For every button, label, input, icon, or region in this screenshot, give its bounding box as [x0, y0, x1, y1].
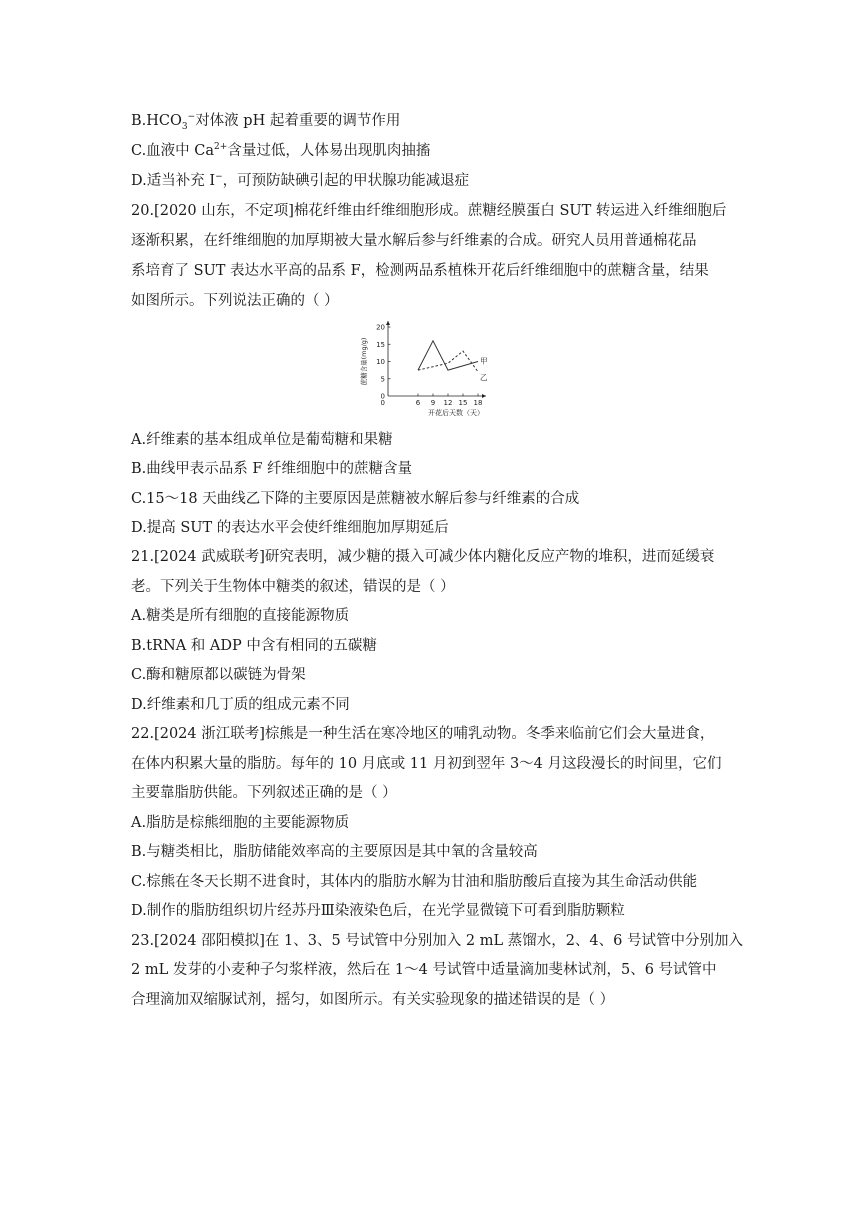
y-axis-arrow	[386, 321, 390, 325]
option-20b: B.曲线甲表示品系 F 纤维细胞中的蔗糖含量	[131, 461, 413, 477]
text-segment: ，可预防缺碘引起的甲状腺功能减退症	[222, 173, 470, 189]
y-tick-label: 15	[376, 340, 385, 349]
text-segment: B.HCO	[131, 113, 182, 129]
x-tick-label: 18	[473, 399, 483, 407]
x-tick-label: 15	[458, 399, 468, 407]
question-21-stem: 21.[2024 武威联考]研究表明，减少糖的摄入可减少体内糖化反应产物的堆积，进而延缓衰	[131, 549, 715, 565]
option-22d: D.制作的脂肪组织切片经苏丹Ⅲ染液染色后，在光学显微镜下可看到脂肪颗粒	[131, 903, 625, 919]
superscript: −	[215, 172, 223, 183]
option-19b	[131, 111, 400, 131]
option-21d: D.纤维素和几丁质的组成元素不同	[131, 697, 350, 713]
question-20-stem: 如图所示。下列说法正确的（ ）	[131, 293, 339, 309]
text-segment: 含量过低，人体易出现肌肉抽搐	[227, 143, 431, 159]
question-21-stem: 老。下列关于生物体中糖类的叙述，错误的是（ ）	[131, 579, 455, 595]
option-22a: A.脂肪是棕熊细胞的主要能源物质	[131, 815, 350, 831]
option-19d	[131, 171, 469, 191]
x-tick-label: 12	[443, 399, 453, 407]
series-line-2	[418, 351, 478, 372]
option-21b: B.tRNA 和 ADP 中含有相同的五碳糖	[131, 638, 377, 654]
series-label-2: 乙	[480, 372, 488, 382]
option-22b: B.与糖类相比，脂肪储能效率高的主要原因是其中氧的含量较高	[131, 844, 538, 860]
question-22-stem: 22.[2024 浙江联考]棕熊是一种生活在寒冷地区的哺乳动物。冬季来临前它们会大量进食，	[131, 726, 715, 742]
x-axis-label: 开花后天数（天）	[428, 409, 484, 417]
sucrose-chart	[352, 320, 508, 424]
option-20d: D.提高 SUT 的表达水平会使纤维细胞加厚期延后	[131, 520, 449, 536]
option-22c: C.棕熊在冬天长期不进食时，其体内的脂肪水解为甘油和脂肪酸后直接为其生命活动供能	[131, 874, 698, 890]
text-segment: 对体液 pH 起着重要的调节作用	[195, 113, 401, 129]
series-label-1: 甲	[480, 356, 488, 366]
y-tick-label: 0	[380, 392, 385, 401]
option-21c: C.酶和糖原都以碳链为骨架	[131, 667, 306, 683]
y-axis-label: 蔗糖含量(mg/g)	[360, 337, 368, 386]
subscript: 3	[181, 121, 188, 132]
y-tick-label: 20	[376, 323, 385, 332]
series-line-1	[418, 341, 478, 370]
question-20-stem: 20.[2020 山东，不定项]棉花纤维由纤维细胞形成。蔗糖经膜蛋白 SUT 转运进入纤维细胞后	[131, 203, 727, 219]
question-23-stem: 2 mL 发芽的小麦种子匀浆样液，然后在 1～4 号试管中适量滴加斐林试剂，5、6 号试管中	[131, 962, 717, 978]
superscript: −	[187, 112, 196, 123]
question-20-stem: 逐渐积累，在纤维细胞的加厚期被大量水解后参与纤维素的合成。研究人员用普通棉花品	[131, 233, 697, 249]
question-23-stem: 合理滴加双缩脲试剂，摇匀，如图所示。有关实验现象的描述错误的是（ ）	[131, 992, 615, 1008]
x-axis-arrow	[482, 394, 486, 398]
option-20c: C.15～18 天曲线乙下降的主要原因是蔗糖被水解后参与纤维素的合成	[131, 491, 580, 507]
x-tick-label: 9	[430, 399, 436, 407]
option-19c	[131, 141, 430, 161]
superscript: 2+	[214, 142, 228, 153]
question-22-stem: 主要靠脂肪供能。下列叙述正确的是（ ）	[131, 785, 397, 801]
text-segment: C.血液中 Ca	[131, 143, 215, 159]
question-22-stem: 在体内积累大量的脂肪。每年的 10 月底或 11 月初到翌年 3～4 月这段漫长的时间里，它们	[131, 756, 722, 772]
x-tick-label: 6	[415, 399, 421, 407]
question-23-stem: 23.[2024 邵阳模拟]在 1、3、5 号试管中分别加入 2 mL 蒸馏水，2、4、6 号试管中分别加入	[131, 933, 743, 949]
y-tick-label: 10	[376, 358, 385, 366]
text-segment: D.适当补充 I	[131, 173, 216, 189]
option-20a: A.纤维素的基本组成单位是葡萄糖和果糖	[131, 432, 393, 448]
x-tick-label: 0	[380, 399, 385, 407]
question-20-stem: 系培育了 SUT 表达水平高的品系 F，检测两品系植株开花后纤维细胞中的蔗糖含量，结果	[131, 263, 709, 279]
option-21a: A.糖类是所有细胞的直接能源物质	[131, 608, 350, 624]
y-tick-label: 5	[380, 375, 385, 384]
